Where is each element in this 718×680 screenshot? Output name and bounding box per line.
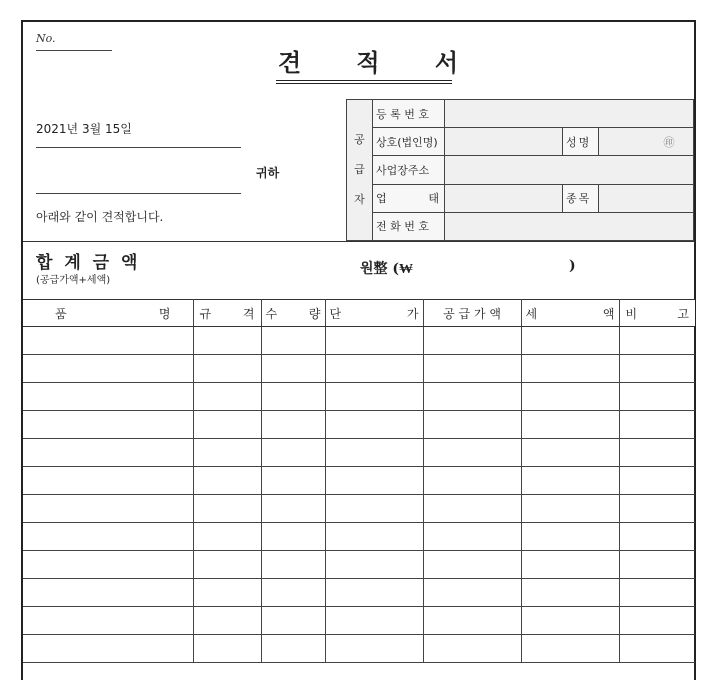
table-cell[interactable]: [261, 411, 325, 439]
table-cell[interactable]: [261, 467, 325, 495]
col-header-char: 격: [242, 306, 255, 321]
table-cell[interactable]: [619, 411, 695, 439]
table-cell[interactable]: [325, 523, 423, 551]
table-cell[interactable]: [23, 495, 193, 523]
company-field[interactable]: [445, 128, 563, 156]
biz-type-char: 업: [376, 192, 389, 206]
table-cell[interactable]: [261, 439, 325, 467]
title-underline: [276, 80, 452, 81]
table-cell[interactable]: [325, 495, 423, 523]
col-header-char: 공 급 가 액: [443, 306, 501, 321]
table-cell[interactable]: [193, 635, 261, 663]
table-cell[interactable]: [423, 579, 521, 607]
col-header-char: 량: [308, 306, 321, 321]
reg-no-label: 등 록 번 호: [373, 100, 445, 128]
address-label: 사업장주소: [373, 156, 445, 184]
col-header-unit-price: [325, 300, 423, 327]
address-field[interactable]: [445, 156, 694, 184]
table-cell[interactable]: [619, 327, 695, 355]
table-cell[interactable]: [193, 327, 261, 355]
table-cell[interactable]: [423, 467, 521, 495]
phone-field[interactable]: [445, 212, 694, 240]
table-row: [23, 579, 695, 607]
table-cell[interactable]: [521, 467, 619, 495]
table-cell[interactable]: [521, 439, 619, 467]
estimate-date: 2021년 3월 15일: [36, 122, 132, 136]
recipient-suffix: 귀하: [256, 166, 280, 180]
table-cell[interactable]: [619, 467, 695, 495]
table-cell[interactable]: [619, 579, 695, 607]
col-header-item: [23, 300, 193, 327]
col-header-supply-amount: [423, 300, 521, 327]
table-cell[interactable]: [261, 327, 325, 355]
col-header-spec: [193, 300, 261, 327]
table-row: [23, 607, 695, 635]
col-header-char: 가: [406, 306, 419, 321]
table-cell[interactable]: [521, 383, 619, 411]
table-cell[interactable]: [619, 635, 695, 663]
table-row: [23, 411, 695, 439]
table-cell[interactable]: [619, 607, 695, 635]
table-cell[interactable]: [423, 607, 521, 635]
table-cell[interactable]: [619, 495, 695, 523]
col-header-char: 규: [199, 306, 212, 321]
table-row: [23, 383, 695, 411]
total-amount-close: ): [569, 258, 576, 274]
table-cell[interactable]: [23, 467, 193, 495]
table-cell[interactable]: [193, 355, 261, 383]
table-row: [23, 495, 695, 523]
table-cell[interactable]: [423, 411, 521, 439]
table-cell[interactable]: [521, 411, 619, 439]
biz-type-char: 태: [428, 192, 441, 206]
recipient-line[interactable]: [36, 193, 241, 194]
col-header-char: 액: [602, 306, 615, 321]
table-cell[interactable]: [261, 523, 325, 551]
table-cell[interactable]: [521, 355, 619, 383]
title-underline: [276, 83, 452, 84]
document-number-line[interactable]: [36, 50, 112, 51]
reg-no-field[interactable]: [445, 100, 694, 128]
table-cell[interactable]: [23, 327, 193, 355]
table-cell[interactable]: [193, 495, 261, 523]
company-label: 상호(법인명): [373, 128, 445, 156]
table-cell[interactable]: [261, 579, 325, 607]
col-header-char: 수: [265, 306, 278, 321]
table-cell[interactable]: [521, 523, 619, 551]
table-cell[interactable]: [619, 439, 695, 467]
title-char: 적: [356, 48, 380, 77]
table-cell[interactable]: [193, 523, 261, 551]
table-cell[interactable]: [325, 635, 423, 663]
table-cell[interactable]: [619, 383, 695, 411]
biz-type-label: [373, 184, 445, 212]
table-cell[interactable]: [23, 551, 193, 579]
document-number-label: No.: [36, 32, 56, 45]
name-field[interactable]: [599, 128, 694, 156]
recipient-line[interactable]: [36, 147, 241, 148]
col-header-char: 세: [525, 306, 538, 321]
col-header-char: 명: [158, 306, 171, 321]
supplier-side-label: [347, 100, 373, 241]
table-cell[interactable]: [521, 551, 619, 579]
table-cell[interactable]: [23, 607, 193, 635]
table-cell[interactable]: [23, 523, 193, 551]
table-cell[interactable]: [325, 551, 423, 579]
phone-label: 전 화 번 호: [373, 212, 445, 240]
table-cell[interactable]: [423, 523, 521, 551]
biz-item-label: 종목: [563, 184, 599, 212]
table-cell[interactable]: [325, 383, 423, 411]
total-amount-currency: 원整 (₩: [360, 261, 414, 277]
table-cell[interactable]: [23, 355, 193, 383]
table-cell[interactable]: [23, 635, 193, 663]
biz-type-field[interactable]: [445, 184, 563, 212]
col-header-remarks: [619, 300, 695, 327]
table-cell[interactable]: [521, 495, 619, 523]
table-cell[interactable]: [423, 495, 521, 523]
table-cell[interactable]: [23, 439, 193, 467]
title-char: 견: [278, 48, 302, 77]
table-cell[interactable]: [23, 579, 193, 607]
table-cell[interactable]: [325, 439, 423, 467]
table-cell[interactable]: [521, 327, 619, 355]
table-cell[interactable]: [423, 551, 521, 579]
biz-item-field[interactable]: [599, 184, 694, 212]
table-cell[interactable]: [193, 579, 261, 607]
table-cell[interactable]: [261, 383, 325, 411]
table-cell[interactable]: [423, 355, 521, 383]
table-row: [23, 551, 695, 579]
estimate-notice: 아래와 같이 견적합니다.: [36, 210, 164, 224]
table-cell[interactable]: [423, 635, 521, 663]
table-cell[interactable]: [325, 411, 423, 439]
table-cell[interactable]: [261, 635, 325, 663]
title-char: 서: [434, 48, 458, 77]
table-cell[interactable]: [521, 635, 619, 663]
table-cell[interactable]: [261, 355, 325, 383]
table-cell[interactable]: [423, 327, 521, 355]
table-cell[interactable]: [325, 579, 423, 607]
table-row: [23, 635, 695, 663]
table-cell[interactable]: [23, 411, 193, 439]
table-cell[interactable]: [521, 579, 619, 607]
table-cell[interactable]: [619, 523, 695, 551]
name-label: 성명: [563, 128, 599, 156]
table-row: [23, 439, 695, 467]
table-cell[interactable]: [619, 355, 695, 383]
total-amount-sublabel: (공급가액+세액): [36, 275, 111, 286]
page-title: [278, 48, 458, 78]
total-divider: [23, 241, 695, 242]
table-cell[interactable]: [619, 551, 695, 579]
table-row: [23, 355, 695, 383]
table-cell[interactable]: [261, 495, 325, 523]
supplier-side-char: 자: [354, 193, 365, 206]
supplier-side-char: 공: [354, 133, 365, 146]
table-cell[interactable]: [193, 439, 261, 467]
supplier-side-char: 급: [354, 163, 365, 176]
seal-mark: ㊞: [663, 135, 675, 149]
supplier-info-box: [346, 99, 694, 241]
table-cell[interactable]: [325, 355, 423, 383]
total-amount-label: 합 계 금 액: [36, 253, 141, 273]
col-header-char: 비: [625, 306, 638, 321]
items-header-row: [23, 300, 695, 327]
table-cell[interactable]: [325, 607, 423, 635]
col-header-char: 고: [677, 306, 689, 321]
table-row: [23, 327, 695, 355]
table-row: [23, 467, 695, 495]
table-cell[interactable]: [423, 383, 521, 411]
table-cell[interactable]: [193, 411, 261, 439]
col-header-char: 품: [55, 306, 67, 321]
table-cell[interactable]: [193, 551, 261, 579]
table-cell[interactable]: [521, 607, 619, 635]
table-cell[interactable]: [23, 383, 193, 411]
col-header-tax: [521, 300, 619, 327]
table-cell[interactable]: [193, 607, 261, 635]
col-header-qty: [261, 300, 325, 327]
table-cell[interactable]: [325, 327, 423, 355]
table-cell[interactable]: [325, 467, 423, 495]
table-cell[interactable]: [193, 383, 261, 411]
col-header-char: 단: [329, 306, 342, 321]
table-cell[interactable]: [261, 607, 325, 635]
table-cell[interactable]: [193, 467, 261, 495]
table-cell[interactable]: [261, 551, 325, 579]
table-cell[interactable]: [423, 439, 521, 467]
items-table: [23, 299, 695, 663]
table-row: [23, 523, 695, 551]
